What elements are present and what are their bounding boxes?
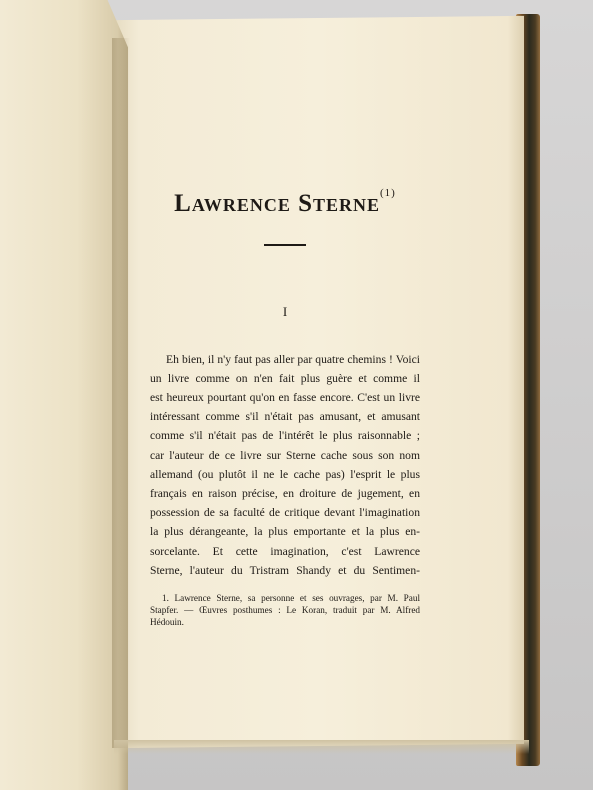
body-line: français en raison précise, en droiture de jugement, en [150, 486, 420, 500]
footnote-line: Hédouin. [150, 616, 184, 627]
footnote [150, 592, 420, 628]
body-line: sorcelante. Et cette imagination, c'est Lawrence [150, 544, 420, 558]
body-line: Sterne, l'auteur du Tristram Shandy et du Sentimen- [150, 563, 420, 577]
page-text-block [150, 187, 420, 628]
body-line: est heureux pourtant qu'on en fasse encore. C'est un livre [150, 390, 420, 404]
footnote-line: 1. Lawrence Sterne, sa personne et ses ouvrages, par M. Paul [162, 592, 420, 603]
left-page [0, 0, 128, 790]
body-line: comme s'il n'était pas de l'intérêt le plus raisonnable ; [150, 429, 420, 443]
body-line: Eh bien, il n'y faut pas aller par quatre chemins ! Voici [166, 352, 420, 366]
chapter-title-text: Lawrence Sterne [174, 190, 381, 217]
book-gutter-shadow [112, 38, 130, 748]
body-paragraph [150, 350, 420, 580]
body-line: intéressant comme s'il n'était pas amusant, et amusant [150, 410, 420, 424]
body-line: car l'auteur de ce livre sur Sterne cache sous son nom [150, 448, 420, 462]
section-number: I [282, 303, 288, 319]
page-bottom-shadow [114, 740, 529, 754]
footnote-marker: (1) [380, 187, 396, 199]
body-line: un livre comme on n'en fait plus guère et comme il [150, 371, 420, 385]
body-line: possession de sa faculté de critique devant l'imagination [150, 506, 420, 520]
title-rule [264, 244, 306, 246]
footnote-line: Stapfer. — Œuvres posthumes : Le Koran, traduit par M. Alfred [150, 604, 420, 615]
chapter-title [150, 187, 420, 218]
body-line: la plus dérangeante, la plus emportante et la plus en- [150, 525, 420, 539]
body-line: allemand (ou plutôt il ne le cache pas) l'esprit le plus [150, 467, 420, 481]
